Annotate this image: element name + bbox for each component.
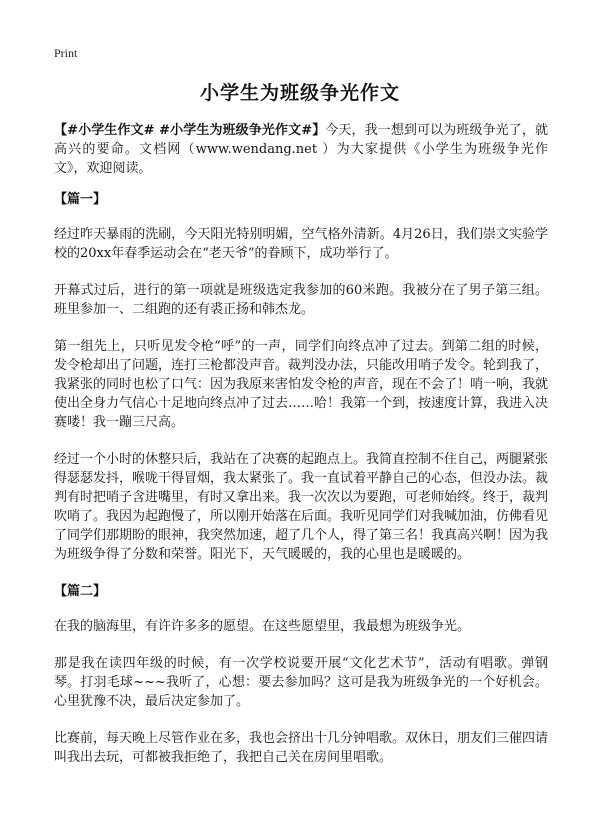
intro-tag: 【#小学生作文# #小学生为班级争光作文#】 [54,123,326,138]
section-2-paragraph-3: 比赛前，每天晚上尽管作业在多，我也会挤出十几分钟唱歌。双休日，朋友们三催四请叫我出去玩，可都被我拒绝了，我把自己关在房间里唱歌。 [54,731,549,765]
section-heading-2: 【篇二】 [54,584,107,599]
print-label[interactable]: Print [54,46,78,60]
section-1-paragraph-3: 第一组先上，只听见发令枪“呼”的一声，同学们向终点冲了过去。到第二组的时候，发令枪却出了问题，连打三枪都没声音。裁判没办法，只能改用哨子发令。轮到我了，我紧张的同时也松了口气：因为我原来害怕发令枪的声音，现在不会了！哨一响，我就使出全身力气信心十足地向终点冲了过去……哈！我第一个到，按速度计算，我进入决赛喽！我一蹦三尺高。 [54,339,549,430]
section-2-paragraph-2: 那是我在读四年级的时候，有一次学校说要开展“文化艺术节”，活动有唱歌。弹钢琴。打羽毛球~~~我听了，心想：要去参加吗？这可是我为班级争光的一个好机会。心里犹豫不决，最后决定参加了。 [54,656,548,709]
page-title: 小学生为班级争光作文 [199,82,400,104]
section-1-paragraph-4: 经过一个小时的休整只后，我站在了决赛的起跑点上。我简直控制不住自己，两腿紧张得瑟瑟发抖，喉咙干得冒烟，我太紧张了。我一直试着平静自己的心态，但没办法。裁判有时把哨子含进嘴里，有时又拿出来。我一次次以为要跑，可老师始终。终于，裁判吹哨了。我因为起跑慢了，所以刚开始落在后面。我听见同学们对我喊加油，仿佛看见了同学们那期盼的眼神，我突然加速，超了几个人，得了第三名！我真高兴啊！因为我为班级争得了分数和荣誉。阳光下，天气暖暖的，我的心里也是暖暖的。 [54,452,549,562]
section-1-paragraph-1: 经过昨天暴雨的洗刷，今天阳光特别明媚，空气格外清新。4月26日，我们崇文实验学校的20xx年春季运动会在“老天爷”的眷顾下，成功举行了。 [54,227,548,261]
intro-paragraph [54,121,548,178]
article-body [54,121,548,785]
intro-text: 今天，我一想到可以为班级争光了，就高兴的要命。文档网（www.wendang.net ）为大家提供《小学生为班级争光作文》，欢迎阅读。 [54,123,548,176]
section-2-paragraph-1: 在我的脑海里，有许许多多的愿望。在这些愿望里，我最想为班级争光。 [54,619,471,634]
section-1-paragraph-2: 开幕式过后，进行的第一项就是班级选定我参加的60米跑。我被分在了男子第三组。班里参加一、二组跑的还有裘正扬和韩杰龙。 [54,283,548,317]
section-heading-1: 【篇一】 [54,192,107,207]
